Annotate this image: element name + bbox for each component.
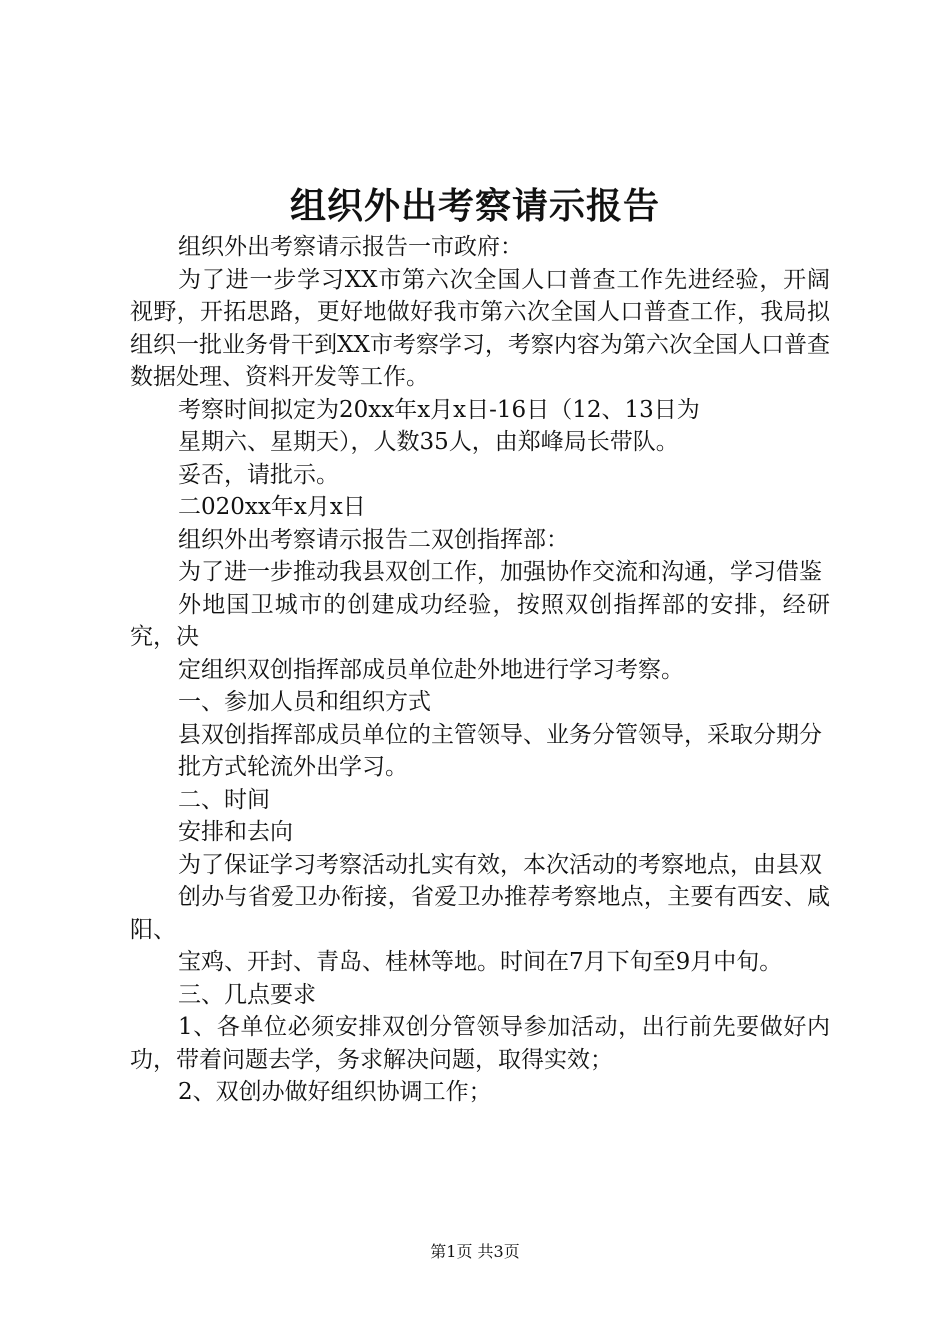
paragraph: 二020xx年x月x日 <box>178 494 366 520</box>
paragraph: 组织外出考察请示报告一市政府： <box>178 234 523 260</box>
paragraph: 1、各单位必须安排双创分管领导参加活动，出行前先要做好内功，带着问题去学，务求解决问题，取得实效； <box>130 1014 830 1073</box>
paragraph: 考察时间拟定为20xx年x月x日-16日（12、13日为 <box>178 396 700 423</box>
paragraph: 妥否，请批示。 <box>178 461 339 488</box>
paragraph: 星期六、星期天），人数35人，由郑峰局长带队。 <box>178 429 679 455</box>
page-number-footer: 第1页 共3页 <box>430 1242 520 1261</box>
paragraph: 创办与省爱卫办衔接，省爱卫办推荐考察地点，主要有西安、咸阳、 <box>130 884 830 943</box>
paragraph: 为了保证学习考察活动扎实有效，本次活动的考察地点，由县双 <box>178 851 822 878</box>
paragraph: 安排和去向 <box>178 819 293 845</box>
paragraph: 组织外出考察请示报告二双创指挥部： <box>178 526 569 553</box>
document-body <box>130 231 830 1109</box>
paragraph: 为了进一步推动我县双创工作，加强协作交流和沟通，学习借鉴 <box>178 559 822 585</box>
paragraph: 外地国卫城市的创建成功经验，按照双创指挥部的安排，经研究，决 <box>130 591 830 650</box>
document-title: 组织外出考察请示报告 <box>289 186 660 227</box>
paragraph: 批方式轮流外出学习。 <box>178 754 408 780</box>
paragraph: 2、双创办做好组织协调工作； <box>178 1079 492 1105</box>
paragraph: 二、时间 <box>178 786 270 813</box>
paragraph: 定组织双创指挥部成员单位赴外地进行学习考察。 <box>178 656 684 683</box>
paragraph: 一、参加人员和组织方式 <box>178 689 431 715</box>
paragraph: 县双创指挥部成员单位的主管领导、业务分管领导，采取分期分 <box>178 721 822 748</box>
paragraph: 宝鸡、开封、青岛、桂林等地。时间在7月下旬至9月中旬。 <box>178 949 783 975</box>
paragraph: 为了进一步学习XX市第六次全国人口普查工作先进经验，开阔视野，开拓思路，更好地做好我市第六次全国人口普查工作，我局拟组织一批业务骨干到XX市考察学习，考察内容为第六次全国人口普查数据处理、资料开发等工作。 <box>130 266 830 390</box>
paragraph: 三、几点要求 <box>178 981 316 1008</box>
